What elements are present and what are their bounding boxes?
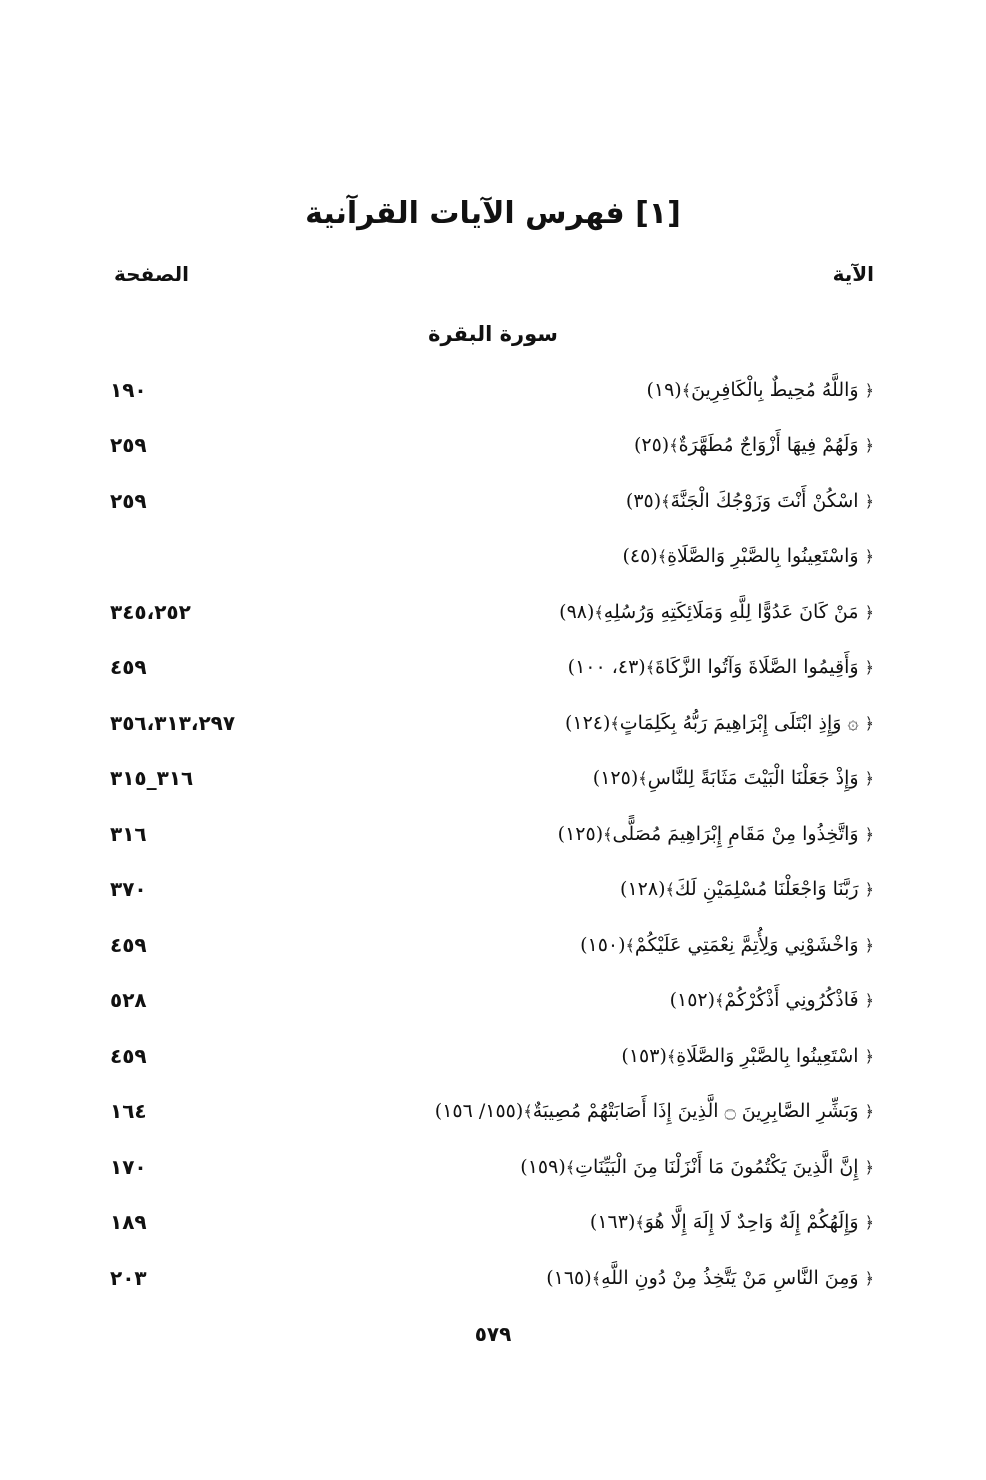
ornate-bracket-close: ﴾ [635,1213,645,1233]
ornate-bracket-close: ﴾ [523,1102,533,1122]
list-item [110,973,874,1029]
list-item [110,917,874,973]
verse-reference: (١٥٠) [580,933,626,956]
verse-text: اسْتَعِينُوا بِالصَّبْرِ وَالصَّلَاةِ [676,1044,859,1067]
verse-text: فَاذْكُرُونِي أَذْكُرْكُمْ [724,989,859,1012]
verse-reference: (١٦٣) [589,1211,636,1234]
verse-entry [520,1156,874,1178]
verse-text: وَاللَّهُ مُحِيطٌ بِالْكَافِرِينَ [691,378,859,401]
page-references: ٣٤٥،٢٥٢ [110,599,191,624]
verse-text: وَإِذْ جَعَلْنَا الْبَيْتَ مَثَابَةً لِلنَّاسِ [647,767,859,790]
page-number: ٥٧٩ [474,1322,512,1346]
verse-text: وَأَقِيمُوا الصَّلَاةَ وَآتُوا الزَّكَاةَ [655,656,859,679]
verse-entry [593,767,874,789]
list-item [110,1250,874,1306]
verse-text: وَاسْتَعِينُوا بِالصَّبْرِ وَالصَّلَاةِ [667,545,859,568]
verse-text: وَإِلَهُكُمْ إِلَهٌ وَاحِدٌ لَا إِلَهَ إِلَّا هُوَ [644,1211,859,1234]
verse-entry [580,934,874,956]
page-references: ١٦٤ [110,1099,147,1124]
ornate-bracket-open: ﴿ [864,1157,874,1177]
list-item [110,806,874,862]
list-item [110,473,874,529]
verse-entry [565,712,874,734]
ornate-bracket-close: ﴾ [681,380,692,400]
ornate-bracket-close: ﴾ [591,1268,602,1288]
page-references: ٥٢٨ [110,988,147,1013]
verse-text: وَلَهُمْ فِيهَا أَزْوَاجٌ مُطَهَّرَةٌ [678,434,859,457]
page-references: ١٧٠ [110,1154,147,1179]
ornate-bracket-open: ﴿ [864,1102,874,1122]
ornate-bracket-open: ﴿ [864,824,874,844]
list-item [110,640,874,696]
ornate-bracket-open: ﴿ [864,547,874,567]
verse-entry [590,1211,874,1233]
page-title: [١] فهرس الآيات القرآنية [305,196,681,231]
ornate-bracket-close: ﴾ [638,769,648,789]
list-item [110,362,874,418]
ornate-bracket-close: ﴾ [715,991,725,1011]
list-item [110,1028,874,1084]
verse-entry [559,601,874,623]
ornate-bracket-open: ﴿ [864,769,874,789]
verse-entry [646,379,874,401]
verse-reference: (١٢٤) [564,711,611,734]
verse-entry [626,490,874,512]
verse-entry [620,878,874,900]
verse-column-header: الآية [832,262,874,286]
ornate-bracket-open: ﴿ [864,658,874,678]
verse-text: وَبَشِّرِ الصَّابِرِينَ ۝ الَّذِينَ إِذَا أَصَابَتْهُمْ مُصِيبَةٌ [532,1100,859,1123]
ornate-bracket-close: ﴾ [565,1157,576,1177]
ornate-bracket-close: ﴾ [645,658,656,678]
list-item [110,1195,874,1251]
page-references: ٢٥٩ [110,488,147,513]
page-references: ٣٥٦،٣١٣،٢٩٧ [110,710,236,735]
ornate-bracket-close: ﴾ [669,436,679,456]
page-references: ٤٥٩ [110,932,147,957]
verse-reference: (١٩) [646,378,682,401]
ornate-bracket-open: ﴿ [864,380,874,400]
ornate-bracket-open: ﴿ [864,935,874,955]
ornate-bracket-close: ﴾ [657,547,668,567]
list-item [110,695,874,751]
surah-heading: سورة البقرة [428,322,558,346]
ornate-bracket-close: ﴾ [594,602,604,622]
ornate-bracket-close: ﴾ [666,1046,677,1066]
verse-entry [622,545,874,567]
page-references: ٢٥٩ [110,433,147,458]
ornate-bracket-close: ﴾ [610,713,620,733]
verse-reference: (١٥٣) [621,1044,667,1067]
verse-entry [546,1267,874,1289]
verse-reference: (١٥٥/ ١٥٦) [434,1100,524,1123]
verse-text: اسْكُنْ أَنْتَ وَزَوْجُكَ الْجَنَّةَ [670,489,859,512]
ornate-bracket-close: ﴾ [665,880,675,900]
page-references: ٣١٦ [110,821,147,846]
list-item [110,529,874,585]
verse-text: ۞ وَإِذِ ابْتَلَى إِبْرَاهِيمَ رَبُّهُ بِكَلِمَاتٍ [619,711,859,734]
verse-entry [670,989,874,1011]
verse-text: إِنَّ الَّذِينَ يَكْتُمُونَ مَا أَنْزَلْنَا مِنَ الْبَيِّنَاتِ [575,1155,859,1178]
page-column-header: الصفحة [114,262,190,286]
verse-index-list [110,362,874,1306]
page-references: ٣١٦_٣١٥ [110,766,194,791]
ornate-bracket-open: ﴿ [864,713,874,733]
list-item [110,1084,874,1140]
verse-text: رَبَّنَا وَاجْعَلْنَا مُسْلِمَيْنِ لَكَ [674,878,859,901]
page-references: ٣٧٠ [110,877,147,902]
list-item [110,751,874,807]
verse-reference: (٤٣، ١٠٠) [567,656,646,679]
verse-text: مَنْ كَانَ عَدُوًّا لِلَّهِ وَمَلَائِكَتِهِ وَرُسُلِهِ [603,600,859,623]
ornate-bracket-open: ﴿ [864,602,874,622]
page-references: ٤٥٩ [110,655,147,680]
list-item [110,418,874,474]
page-references: ١٩٠ [110,377,147,402]
page-references: ١٨٩ [110,1210,147,1235]
page-references: ٢٠٣ [110,1265,147,1290]
verse-reference: (٣٥) [625,489,662,512]
verse-reference: (٩٨) [559,600,595,623]
verse-reference: (١٢٥) [557,822,604,845]
ornate-bracket-close: ﴾ [603,824,613,844]
ornate-bracket-open: ﴿ [864,1268,874,1288]
verse-text: وَمِنَ النَّاسِ مَنْ يَتَّخِذُ مِنْ دُونِ اللَّهِ [601,1266,859,1289]
verse-entry [435,1100,874,1122]
ornate-bracket-open: ﴿ [864,880,874,900]
verse-reference: (١٥٢) [669,989,716,1012]
verse-reference: (٤٥) [622,545,658,568]
list-item [110,1139,874,1195]
ornate-bracket-open: ﴿ [864,436,874,456]
verse-text: وَاخْشَوْنِي وَلِأُتِمَّ نِعْمَتِي عَلَيْكُمْ [634,933,859,956]
ornate-bracket-close: ﴾ [661,491,671,511]
verse-entry [558,823,874,845]
ornate-bracket-open: ﴿ [864,491,874,511]
verse-entry [621,1045,874,1067]
list-item [110,862,874,918]
ornate-bracket-close: ﴾ [625,935,635,955]
list-item [110,584,874,640]
verse-reference: (١٦٥) [546,1266,592,1289]
verse-reference: (١٥٩) [520,1155,566,1178]
verse-reference: (١٢٨) [620,878,666,901]
ornate-bracket-open: ﴿ [864,991,874,1011]
verse-entry [634,434,874,456]
verse-entry [568,656,874,678]
verse-text: وَاتَّخِذُوا مِنْ مَقَامِ إِبْرَاهِيمَ مُصَلًّى [612,822,859,845]
ornate-bracket-open: ﴿ [864,1213,874,1233]
ornate-bracket-open: ﴿ [864,1046,874,1066]
verse-reference: (٢٥) [633,434,670,457]
page-references: ٤٥٩ [110,1043,147,1068]
verse-reference: (١٢٥) [592,767,639,790]
